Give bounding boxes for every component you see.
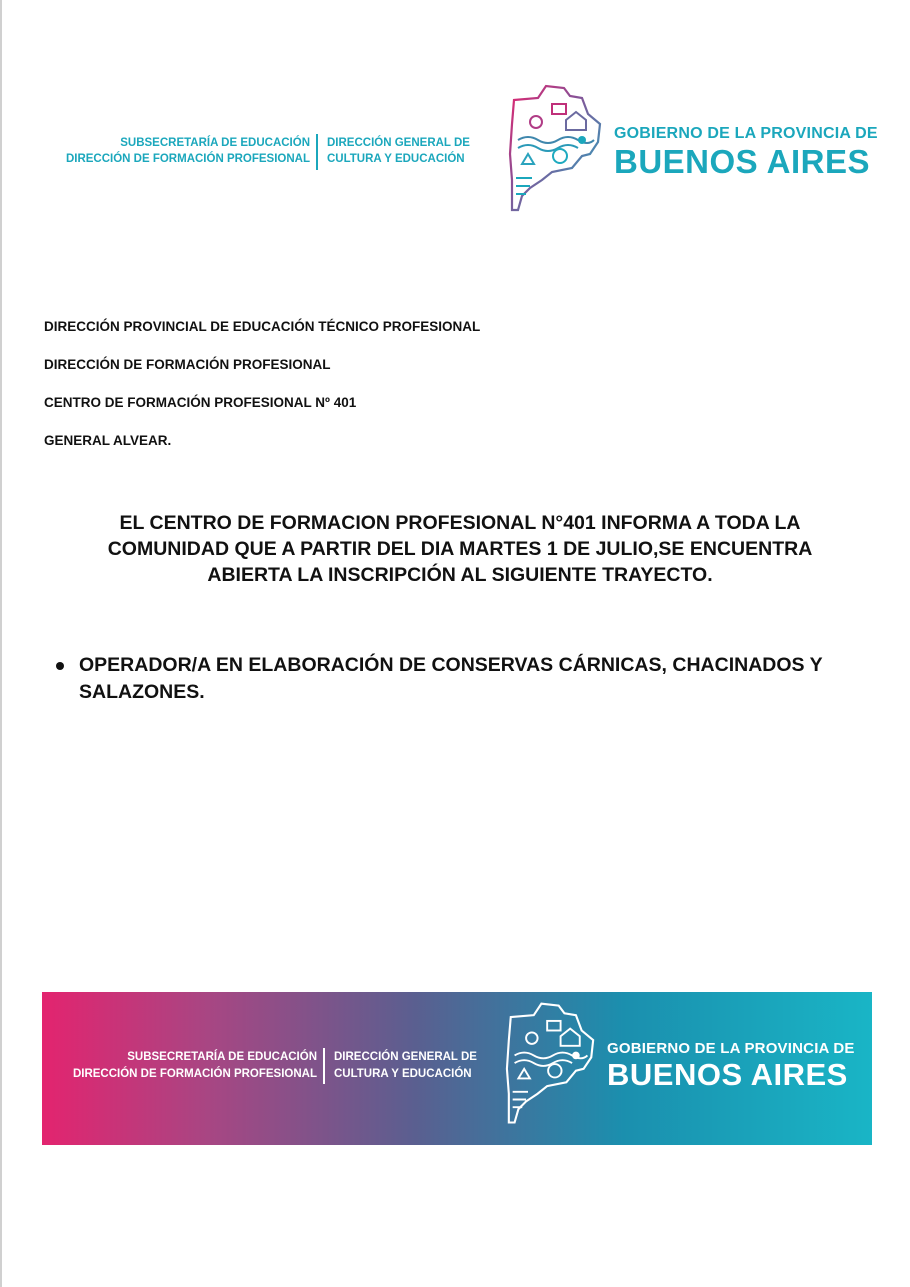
institution-line-2: DIRECCIÓN DE FORMACIÓN PROFESIONAL — [44, 357, 331, 372]
header-direccion-fp: DIRECCIÓN DE FORMACIÓN PROFESIONAL — [65, 153, 310, 165]
course-line-2: SALAZONES. — [79, 681, 205, 703]
header-separator — [316, 134, 318, 170]
header-gov-big: BUENOS AIRES — [614, 143, 870, 180]
footer-dg-line2: CULTURA Y EDUCACIÓN — [334, 1068, 472, 1080]
course-list — [56, 652, 876, 706]
header-dg-block — [327, 135, 502, 167]
header-government-name — [614, 124, 884, 180]
footer-dg-line1: DIRECCIÓN GENERAL DE — [334, 1051, 477, 1063]
institution-line-1: DIRECCIÓN PROVINCIAL DE EDUCACIÓN TÉCNICO PROFESIONAL — [44, 319, 481, 334]
course-line-1: OPERADOR/A EN ELABORACIÓN DE CONSERVAS CÁRNICAS, CHACINADOS Y — [79, 654, 823, 676]
province-map-icon — [505, 1000, 597, 1130]
header-dg-line2: CULTURA Y EDUCACIÓN — [327, 153, 465, 165]
footer-subsecretaria: SUBSECRETARÍA DE EDUCACIÓN — [127, 1051, 317, 1063]
institution-line-3: CENTRO DE FORMACIÓN PROFESIONAL Nº 401 — [44, 395, 357, 410]
announcement — [60, 510, 860, 588]
announcement-line-1: EL CENTRO DE FORMACION PROFESIONAL N°401 INFORMA A TODA LA — [119, 512, 801, 534]
header-logo-block — [40, 80, 880, 220]
footer-banner — [42, 992, 872, 1145]
province-map-icon — [508, 84, 604, 216]
footer-gov-big: BUENOS AIRES — [607, 1057, 848, 1092]
announcement-line-3: ABIERTA LA INSCRIPCIÓN AL SIGUIENTE TRAYECTO. — [207, 564, 713, 586]
footer-gov-small: GOBIERNO DE LA PROVINCIA DE — [607, 1040, 855, 1057]
header-gov-small: GOBIERNO DE LA PROVINCIA DE — [614, 125, 878, 142]
header-subsecretaria-block — [50, 135, 310, 167]
announcement-line-2: COMUNIDAD QUE A PARTIR DEL DIA MARTES 1 DE JULIO,SE ENCUENTRA — [107, 538, 813, 560]
footer-government-name — [607, 1039, 867, 1092]
course-name — [79, 652, 876, 706]
institution-line-4: GENERAL ALVEAR. — [44, 433, 172, 448]
bullet-icon — [56, 662, 64, 670]
header-dg-line1: DIRECCIÓN GENERAL DE — [327, 137, 470, 149]
footer-dg-block — [334, 1049, 504, 1083]
footer-subsecretaria-block — [62, 1049, 317, 1083]
list-item — [56, 652, 876, 706]
footer-separator — [323, 1048, 325, 1084]
page-edge — [0, 0, 2, 1287]
header-subsecretaria: SUBSECRETARÍA DE EDUCACIÓN — [120, 137, 310, 149]
footer-direccion-fp: DIRECCIÓN DE FORMACIÓN PROFESIONAL — [72, 1068, 317, 1080]
institution-block — [44, 318, 644, 470]
